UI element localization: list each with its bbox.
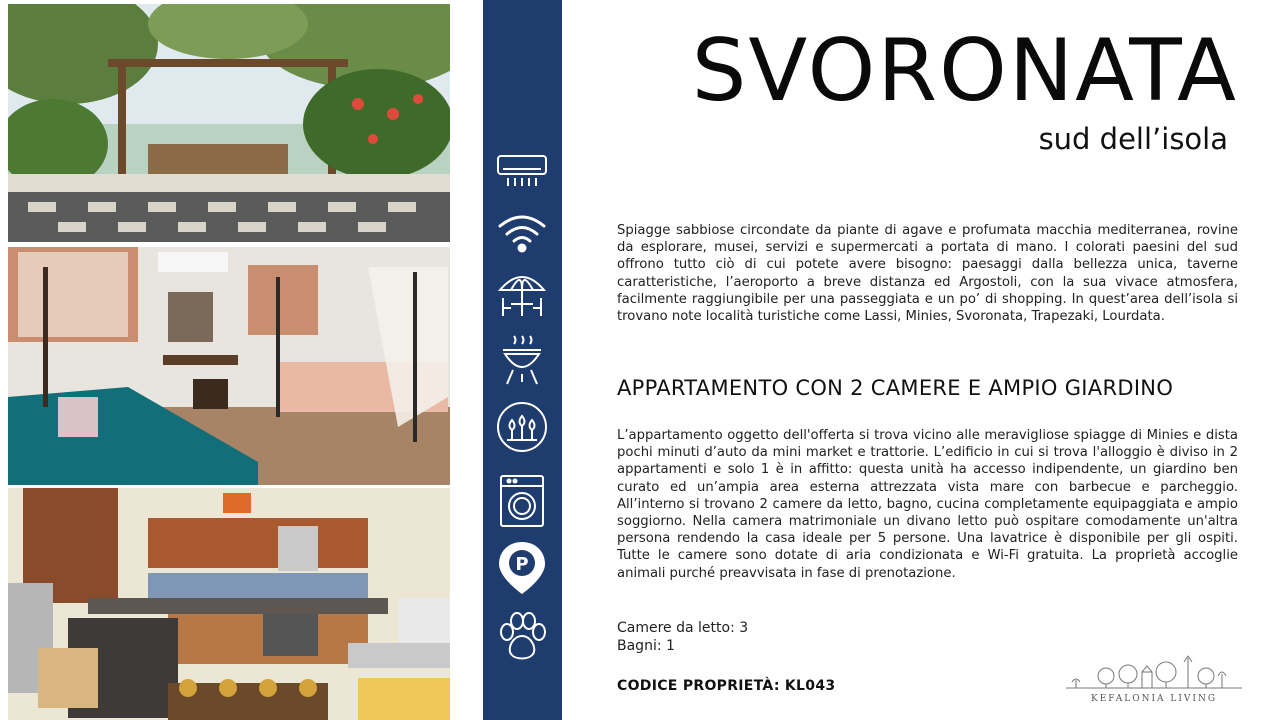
page-title: SVORONATA (691, 21, 1238, 121)
barbecue-icon (495, 332, 549, 386)
amenities-sidebar (483, 0, 562, 720)
page-subtitle: sud dell’isola (1038, 122, 1228, 156)
washing-machine-icon (495, 474, 549, 528)
wifi-icon (495, 206, 549, 260)
garden-terrace-photo (8, 4, 450, 242)
air-conditioner-icon (495, 146, 549, 200)
bathrooms-count: Bagni: 1 (617, 638, 675, 654)
section-heading: APPARTAMENTO CON 2 CAMERE E AMPIO GIARDINO (617, 376, 1174, 400)
photo-column (8, 4, 450, 720)
kitchen-photo (8, 488, 450, 720)
paw-icon (495, 610, 549, 664)
area-description: Spiagge sabbiose circondate da piante di agave e profumata macchia mediterranea, rovine da esplorare, musei, servizi e supermercati a portata di mano. I colorati paesini del sud offrono tutto ciò di cui potete avere bisogno: paesaggi dalla bellezza unica, taverne caratteristiche, l’aeroporto a breve distanza ed Argostoli, con la sua vivace atmosfera, facilmente raggiungibile per una passeggiata e un po’ di shopping. In quest’area dell’isola si trovano note località turistiche come Lassi, Minies, Svoronata, Trapezaki, Lourdata. (617, 223, 1238, 325)
property-description: L’appartamento oggetto dell'offerta si trova vicino alle meravigliose spiagge di Minies e dista pochi minuti d’auto da mini market e trattorie. L’edificio in cui si trova l'alloggio è diviso in 2 appartamenti e solo 1 è in affitto: questa unità ha accesso indipendente, un giardino ben curato ed un’ampia area esterna attrezzata vista mare con barbecue e parcheggio. All’interno si trovano 2 camere da letto, bagno, cucina completamente equipaggiata e ampio soggiorno. Nella camera matrimoniale un divano letto può ospitare comodamente un'altra persona rendendo la casa ideale per 5 persone. Una lavatrice è disponibile per gli ospiti. Tutte le camere sono dotate di aria condizionata e Wi-Fi gratuita. La proprietà accoglie animali purché preavvisata in fase di prenotazione. (617, 428, 1238, 581)
garden-icon (495, 400, 549, 454)
parking-icon (495, 540, 549, 594)
umbrella-table-icon (495, 266, 549, 320)
bedrooms-count: Camere da letto: 3 (617, 620, 749, 636)
logo-text: KEFALONIA LIVING (1090, 694, 1218, 704)
bedroom-photo (8, 247, 450, 485)
property-code: CODICE PROPRIETÀ: KL043 (617, 678, 836, 694)
kefalonia-living-logo (1066, 652, 1242, 708)
svg-text:P: P (515, 554, 529, 575)
property-stats (617, 619, 748, 655)
